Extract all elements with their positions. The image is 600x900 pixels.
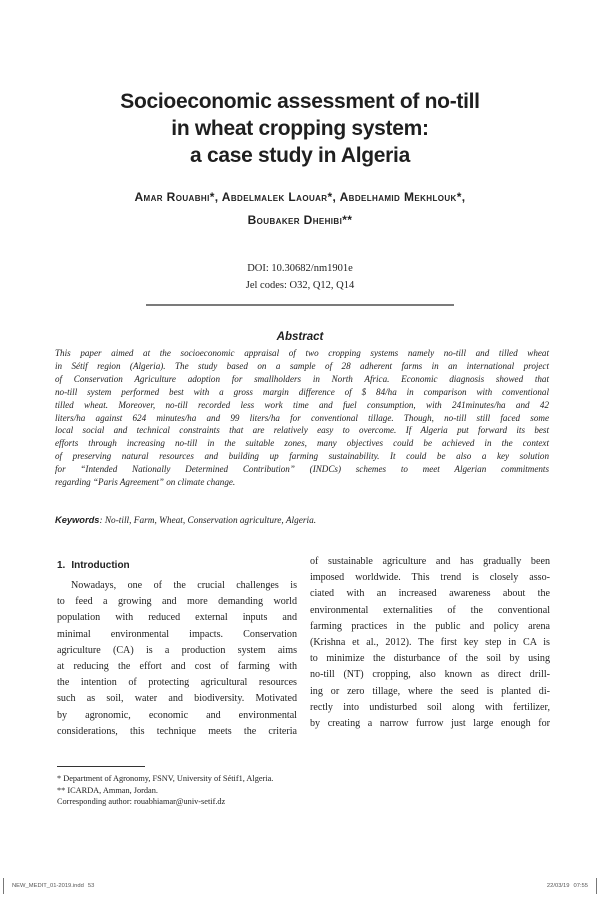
slug-page: 53 (87, 883, 95, 889)
abstract-line: no-till system performed best with a gross margin difference of $ 84/ha in comparison with conventional (55, 386, 549, 397)
body-line: of sustainable agriculture and has gradually been (310, 556, 550, 567)
footnote-divider (57, 766, 145, 767)
abstract-line: of preserving natural resources and building up farming sustainability. It could be also a key solution (55, 451, 549, 462)
keywords-text: : No-till, Farm, Wheat, Conservation agriculture, Algeria. (99, 516, 317, 526)
body-line: considerations, this technique meets the criteria (57, 725, 297, 737)
body-line: the intention of protecting agricultural resources (57, 677, 297, 689)
abstract-line: liters/ha against 624 minutes/ha and 99 liters/ha for conventional tillage. Though, no-till still faced some (55, 412, 549, 423)
body-line: such as soil, water and biodiversity. Motivated (57, 693, 297, 705)
section-title: Introduction (71, 560, 130, 571)
body-line: agriculture (CA) is a production system aims (57, 644, 297, 656)
abstract-line: in Sétif region (Algeria). The study based on a sample of 28 adherent farms in an international project (55, 360, 549, 371)
print-slug (0, 878, 600, 896)
body-line: by agronomic, economic and environmental (57, 709, 297, 721)
doi: DOI: 10.30682/nm1901e (247, 263, 353, 274)
body-line: to feed a growing and more demanding world (57, 596, 297, 608)
body-line: rectly into undisturbed soil along with fertilizer, (310, 701, 550, 713)
body-line: environmental externalities of the conventional (310, 604, 550, 616)
slug-time: 07:55 (573, 883, 588, 889)
authors-line: Boubaker Dhehibi** (247, 213, 353, 227)
abstract-line: regarding “Paris Agreement” on climate change. (55, 477, 236, 488)
body-line: ing or zero tillage, where the seed is planted di- (310, 685, 550, 697)
body-line: ciated with an increased awareness about the (310, 588, 550, 600)
title-line: Socioeconomic assessment of no-till (120, 90, 480, 113)
jel-codes: Jel codes: O32, Q12, Q14 (245, 280, 355, 291)
footnote: ** ICARDA, Amman, Jordan. (57, 785, 158, 795)
abstract-line: local social and technical constraints that are relatively easy to overcome. If Algeria put forward its best (55, 425, 549, 436)
body-line: at reducing the effort and cost of farming with (57, 661, 297, 673)
body-line: imposed worldwide. This trend is closely asso- (310, 572, 550, 584)
author-list (40, 186, 560, 232)
body-line: minimal environmental impacts. Conservation (57, 628, 297, 640)
section-number: 1. (57, 560, 66, 571)
abstract-line: of Conservation Agriculture adoption for smallholders in North Africa. Economic diagnosis showed that (55, 373, 549, 384)
body-line: population with reduced external inputs and (57, 612, 297, 624)
crop-mark (596, 878, 597, 894)
body-line: Nowadays, one of the crucial challenges is (71, 580, 297, 591)
footnotes (57, 773, 357, 808)
authors-line: Amar Rouabhi*, Abdelmalek Laouar*, Abdelhamid Mekhlouk*, (134, 190, 466, 204)
body-line: to minimize the disturbance of the soil by using (310, 653, 550, 665)
slug-file-info (12, 883, 94, 889)
abstract-line: for “Intended Nationally Determined Contribution” (INDCs) schemes to meet Algerian commitments (55, 464, 549, 475)
slug-timestamp (547, 883, 588, 889)
keywords (55, 515, 549, 526)
body-line: farming practices in the public and policy arena (310, 620, 550, 632)
abstract-heading: Abstract (276, 331, 324, 343)
body-line: no-till (NT) cropping, also known as direct drill- (310, 669, 550, 681)
body-line: by creating a narrow furrow just large enough for (310, 718, 550, 730)
abstract-line: This paper aimed at the socioeconomic appraisal of two cropping systems namely no-till and tilled wheat (55, 348, 549, 358)
slug-date: 22/03/19 (546, 883, 570, 889)
article-metadata (200, 260, 400, 294)
body-column-left (57, 578, 297, 740)
body-line: (Krishna et al., 2012). The first key step in CA is (310, 637, 550, 649)
paper-title (60, 88, 540, 169)
title-line: in wheat cropping system: (171, 117, 429, 140)
keywords-label: Keywords (55, 515, 100, 525)
abstract-line: tilled wheat. Moreover, no-till recorded less work time and fuel consumption, with 241minutes/ha and 42 (55, 399, 549, 410)
footnote: * Department of Agronomy, FSNV, University of Sétif1, Algeria. (57, 774, 274, 783)
abstract-body (55, 347, 549, 489)
section-heading (57, 560, 130, 571)
title-line: a case study in Algeria (190, 144, 410, 167)
footnote: Corresponding author: rouabhiamar@univ-setif.dz (57, 797, 226, 807)
abstract-divider (146, 304, 454, 306)
slug-filename: NEW_MEDIT_01-2019.indd (12, 883, 84, 889)
abstract-line: efforts through increasing no-till in the suitable zones, many objectives could be achieved in the context (55, 438, 549, 449)
body-column-right (310, 554, 550, 732)
crop-mark (3, 878, 4, 894)
